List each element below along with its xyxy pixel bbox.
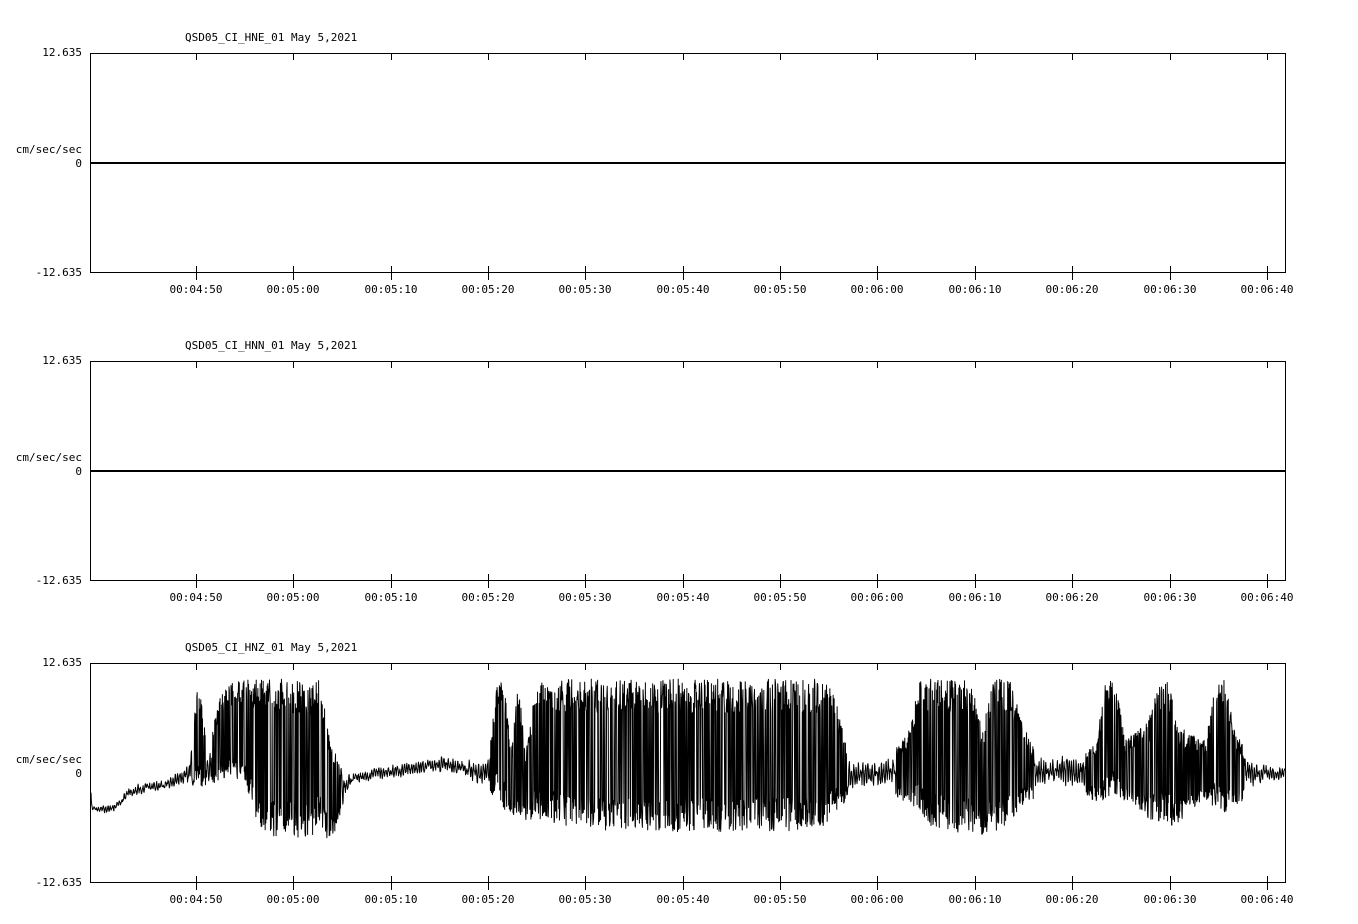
x-axis-tick-label: 00:05:40: [656, 591, 710, 604]
waveform-trace-hnn: [91, 362, 1285, 580]
x-axis-tick-label: 00:06:20: [1045, 893, 1099, 906]
x-axis-tick: [1267, 273, 1268, 280]
plot-frame-tick: [196, 54, 197, 60]
x-axis-tick: [683, 273, 684, 280]
plot-frame-tick: [1267, 876, 1268, 882]
plot-frame-tick: [780, 876, 781, 882]
x-axis-tick: [1072, 273, 1073, 280]
x-axis-tick-label: 00:05:20: [461, 591, 515, 604]
x-axis-tick: [585, 273, 586, 280]
x-axis-tick: [196, 273, 197, 280]
plot-frame-tick: [1267, 54, 1268, 60]
plot-frame-tick: [488, 362, 489, 368]
panel-title: QSD05_CI_HNZ_01 May 5,2021: [185, 641, 358, 654]
plot-area-hne: [90, 53, 1286, 273]
x-axis-tick-label: 00:04:50: [169, 283, 223, 296]
x-axis-tick: [1170, 273, 1171, 280]
x-axis-tick-label: 00:05:50: [753, 283, 807, 296]
y-axis-max-label: 12.635: [42, 354, 82, 367]
x-axis-tick-label: 00:06:40: [1240, 283, 1294, 296]
x-axis-tick: [293, 581, 294, 588]
plot-frame-tick: [1072, 574, 1073, 580]
plot-area-hnz: [90, 663, 1286, 883]
plot-frame-tick: [1072, 876, 1073, 882]
x-axis-tick: [975, 883, 976, 890]
plot-frame-tick: [683, 266, 684, 272]
panel-title: QSD05_CI_HNN_01 May 5,2021: [185, 339, 358, 352]
x-axis-tick: [1267, 883, 1268, 890]
plot-frame-tick: [585, 664, 586, 670]
waveform-trace-hne: [91, 54, 1285, 272]
y-axis-unit-label: cm/sec/sec: [15, 451, 82, 464]
plot-frame-tick: [196, 574, 197, 580]
x-axis-tick: [585, 883, 586, 890]
x-axis-tick: [391, 883, 392, 890]
plot-frame-tick: [1267, 664, 1268, 670]
x-axis-tick-label: 00:06:40: [1240, 893, 1294, 906]
plot-frame-tick: [293, 266, 294, 272]
plot-frame-tick: [391, 876, 392, 882]
plot-frame-tick: [585, 876, 586, 882]
x-axis-tick-label: 00:05:10: [364, 283, 418, 296]
x-axis-tick: [488, 883, 489, 890]
x-axis-tick: [1170, 581, 1171, 588]
plot-frame-tick: [975, 54, 976, 60]
x-axis-tick: [780, 581, 781, 588]
plot-frame-tick: [585, 54, 586, 60]
y-axis-unit-label: cm/sec/sec: [15, 753, 82, 766]
plot-frame-tick: [196, 362, 197, 368]
seismogram-panel-hnn: [0, 330, 1358, 604]
plot-frame-tick: [683, 574, 684, 580]
x-axis-tick-label: 00:06:40: [1240, 591, 1294, 604]
plot-frame-tick: [391, 54, 392, 60]
plot-frame-tick: [877, 664, 878, 670]
plot-frame-tick: [780, 54, 781, 60]
plot-frame-tick: [975, 362, 976, 368]
plot-frame-tick: [293, 876, 294, 882]
x-axis-tick-label: 00:06:10: [948, 893, 1002, 906]
y-axis-min-label: -12.635: [35, 876, 82, 889]
plot-frame-tick: [1170, 876, 1171, 882]
plot-frame-tick: [683, 54, 684, 60]
x-axis-tick: [1170, 883, 1171, 890]
x-axis-tick-label: 00:05:30: [558, 893, 612, 906]
plot-frame-tick: [1072, 362, 1073, 368]
plot-frame-tick: [877, 54, 878, 60]
plot-frame-tick: [1072, 664, 1073, 670]
plot-frame-tick: [683, 362, 684, 368]
plot-area-hnn: [90, 361, 1286, 581]
x-axis-tick: [585, 581, 586, 588]
x-axis-tick-label: 00:05:30: [558, 283, 612, 296]
x-axis-tick: [877, 581, 878, 588]
plot-frame-tick: [1267, 574, 1268, 580]
x-axis-tick: [877, 273, 878, 280]
waveform-trace-hnz: [91, 664, 1285, 882]
x-axis-tick-label: 00:05:20: [461, 283, 515, 296]
x-axis-tick-label: 00:06:30: [1143, 893, 1197, 906]
x-axis-tick: [1072, 581, 1073, 588]
y-axis-unit-label: cm/sec/sec: [15, 143, 82, 156]
x-axis-tick-label: 00:05:40: [656, 283, 710, 296]
x-axis-tick-label: 00:06:20: [1045, 283, 1099, 296]
x-axis-tick-label: 00:06:30: [1143, 283, 1197, 296]
y-axis-zero-label: 0: [75, 465, 82, 478]
x-axis-tick: [780, 273, 781, 280]
plot-frame-tick: [1170, 574, 1171, 580]
plot-frame-tick: [196, 664, 197, 670]
plot-frame-tick: [975, 266, 976, 272]
plot-frame-tick: [196, 266, 197, 272]
x-axis-tick-label: 00:05:50: [753, 893, 807, 906]
plot-frame-tick: [780, 362, 781, 368]
plot-frame-tick: [488, 574, 489, 580]
x-axis-tick: [1267, 581, 1268, 588]
x-axis-tick-label: 00:05:00: [266, 591, 320, 604]
plot-frame-tick: [391, 574, 392, 580]
x-axis-tick: [196, 581, 197, 588]
plot-frame-tick: [585, 574, 586, 580]
x-axis-tick: [683, 581, 684, 588]
x-axis-tick-label: 00:06:00: [850, 283, 904, 296]
plot-frame-tick: [1170, 664, 1171, 670]
plot-frame-tick: [1072, 266, 1073, 272]
plot-frame-tick: [877, 266, 878, 272]
y-axis-min-label: -12.635: [35, 574, 82, 587]
plot-frame-tick: [391, 362, 392, 368]
x-axis-tick: [196, 883, 197, 890]
x-axis-tick: [1072, 883, 1073, 890]
plot-frame-tick: [1170, 54, 1171, 60]
x-axis-tick-label: 00:06:00: [850, 893, 904, 906]
plot-frame-tick: [1267, 266, 1268, 272]
x-axis-tick-label: 00:06:30: [1143, 591, 1197, 604]
x-axis-tick: [488, 581, 489, 588]
plot-frame-tick: [293, 574, 294, 580]
plot-frame-tick: [488, 876, 489, 882]
x-axis-tick-label: 00:06:20: [1045, 591, 1099, 604]
x-axis-tick-label: 00:05:50: [753, 591, 807, 604]
x-axis-tick: [293, 883, 294, 890]
x-axis-ticks-hnn: [90, 581, 1294, 609]
plot-frame-tick: [391, 266, 392, 272]
plot-frame-tick: [196, 876, 197, 882]
y-axis-max-label: 12.635: [42, 46, 82, 59]
x-axis-tick-label: 00:06:10: [948, 591, 1002, 604]
plot-frame-tick: [877, 876, 878, 882]
x-axis-tick-label: 00:05:40: [656, 893, 710, 906]
plot-frame-tick: [975, 876, 976, 882]
y-axis-max-label: 12.635: [42, 656, 82, 669]
plot-frame-tick: [391, 664, 392, 670]
plot-frame-tick: [293, 664, 294, 670]
plot-frame-tick: [1072, 54, 1073, 60]
plot-frame-tick: [293, 54, 294, 60]
panel-title: QSD05_CI_HNE_01 May 5,2021: [185, 31, 358, 44]
x-axis-tick-label: 00:05:10: [364, 591, 418, 604]
plot-frame-tick: [780, 664, 781, 670]
x-axis-tick-label: 00:06:10: [948, 283, 1002, 296]
x-axis-tick: [877, 883, 878, 890]
plot-frame-tick: [1170, 266, 1171, 272]
x-axis-tick-label: 00:05:00: [266, 283, 320, 296]
plot-frame-tick: [877, 574, 878, 580]
plot-frame-tick: [585, 362, 586, 368]
x-axis-ticks-hne: [90, 273, 1294, 301]
x-axis-tick: [391, 273, 392, 280]
plot-frame-tick: [975, 574, 976, 580]
x-axis-tick-label: 00:05:00: [266, 893, 320, 906]
x-axis-ticks-hnz: [90, 883, 1294, 911]
plot-frame-tick: [488, 266, 489, 272]
x-axis-tick: [391, 581, 392, 588]
y-axis-min-label: -12.635: [35, 266, 82, 279]
plot-frame-tick: [780, 266, 781, 272]
x-axis-tick: [975, 581, 976, 588]
x-axis-tick-label: 00:05:30: [558, 591, 612, 604]
x-axis-tick: [683, 883, 684, 890]
x-axis-tick: [293, 273, 294, 280]
plot-frame-tick: [488, 54, 489, 60]
plot-frame-tick: [975, 664, 976, 670]
x-axis-tick-label: 00:06:00: [850, 591, 904, 604]
y-axis-zero-label: 0: [75, 157, 82, 170]
plot-frame-tick: [293, 362, 294, 368]
plot-frame-tick: [1170, 362, 1171, 368]
x-axis-tick-label: 00:05:10: [364, 893, 418, 906]
x-axis-tick-label: 00:05:20: [461, 893, 515, 906]
x-axis-tick: [780, 883, 781, 890]
y-axis-zero-label: 0: [75, 767, 82, 780]
plot-frame-tick: [877, 362, 878, 368]
x-axis-tick: [975, 273, 976, 280]
plot-frame-tick: [488, 664, 489, 670]
plot-frame-tick: [585, 266, 586, 272]
seismogram-panel-hne: [0, 22, 1358, 296]
x-axis-tick: [488, 273, 489, 280]
plot-frame-tick: [683, 876, 684, 882]
seismogram-panel-hnz: [0, 632, 1358, 906]
x-axis-tick-label: 00:04:50: [169, 893, 223, 906]
plot-frame-tick: [683, 664, 684, 670]
x-axis-tick-label: 00:04:50: [169, 591, 223, 604]
plot-frame-tick: [1267, 362, 1268, 368]
plot-frame-tick: [780, 574, 781, 580]
